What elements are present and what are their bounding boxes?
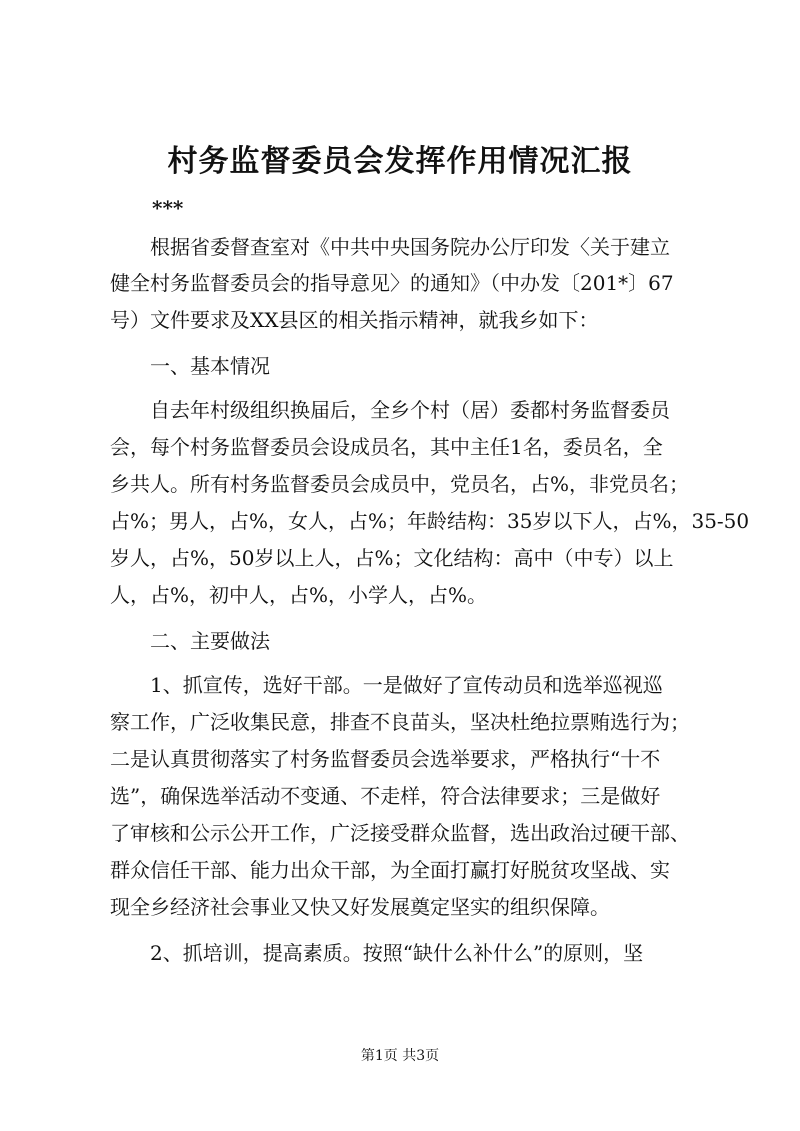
- paragraph-line: 乡共人。所有村务监督委员会成员中，党员名，占%，非党员名；: [110, 472, 690, 496]
- section-heading: 一、基本情况: [150, 354, 270, 378]
- paragraph-line: 1、抓宣传，选好干部。一是做好了宣传动员和选举巡视巡: [150, 673, 663, 697]
- paragraph-line: 人，占%，初中人，占%，小学人，占%。: [110, 583, 488, 607]
- paragraph-line: 占%；男人，占%，女人，占%；年龄结构：35岁以下人，占%，35-50: [110, 509, 750, 533]
- author-line: ***: [152, 196, 184, 220]
- paragraph-line: 现全乡经济社会事业又快又好发展奠定坚实的组织保障。: [110, 895, 610, 919]
- paragraph-line: 健全村务监督委员会的指导意见〉的通知》（中办发〔201*〕67: [110, 271, 674, 295]
- paragraph-line: 群众信任干部、能力出众干部，为全面打赢打好脱贫攻坚战、实: [110, 858, 670, 882]
- paragraph-line: 自去年村级组织换届后，全乡个村（居）委都村务监督委员: [150, 398, 670, 422]
- paragraph-line: 号）文件要求及XX县区的相关指示精神，就我乡如下：: [110, 308, 599, 332]
- paragraph-line: 会，每个村务监督委员会设成员名，其中主任1名，委员名，全: [110, 435, 663, 459]
- paragraph-line: 2、抓培训，提高素质。按照“缺什么补什么”的原则，坚: [150, 941, 644, 965]
- paragraph-line: 岁人，占%，50岁以上人，占%；文化结构：高中（中专）以上: [110, 546, 674, 570]
- paragraph-line: 了审核和公示公开工作，广泛接受群众监督，选出政治过硬干部、: [110, 821, 690, 845]
- paragraph-line: 二是认真贯彻落实了村务监督委员会选举要求，严格执行“十不: [110, 747, 661, 771]
- paragraph-line: 察工作，广泛收集民意，排查不良苗头，坚决杜绝拉票贿选行为；: [110, 710, 690, 734]
- page-number-footer: 第1页 共3页: [360, 1048, 440, 1064]
- paragraph-line: 根据省委督查室对《中共中央国务院办公厅印发〈关于建立: [150, 235, 670, 259]
- section-heading: 二、主要做法: [150, 629, 270, 653]
- paragraph-line: 选”，确保选举活动不变通、不走样，符合法律要求；三是做好: [110, 784, 661, 808]
- document-title: 村务监督委员会发挥作用情况汇报: [167, 144, 633, 179]
